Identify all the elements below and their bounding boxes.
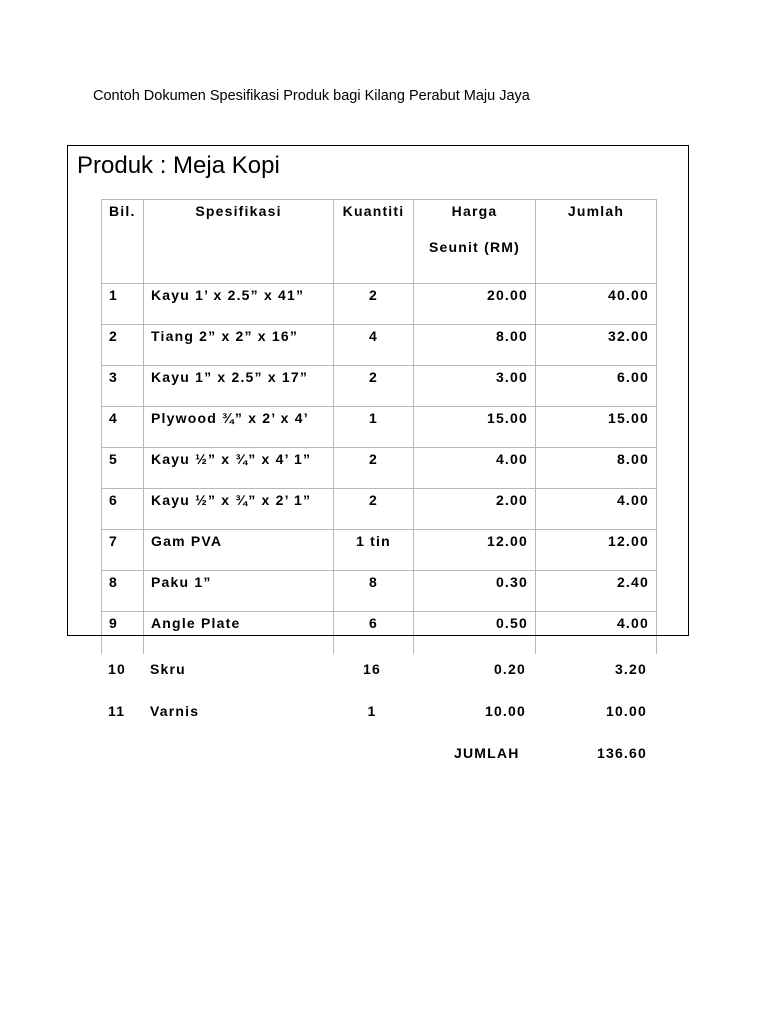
table-row: [102, 489, 657, 530]
cell-harga: 3.00: [495, 369, 528, 385]
cell-jumlah: 4.00: [616, 615, 649, 631]
cell-jumlah: 15.00: [607, 410, 649, 426]
overflow-cell-qty: 1: [367, 703, 377, 719]
cell-spec: Kayu ½” x ¾” x 2’ 1”: [151, 492, 312, 508]
cell-jumlah: 2.40: [616, 574, 649, 590]
cell-jumlah: 12.00: [607, 533, 649, 549]
cell-qty: 2: [369, 451, 378, 467]
header-qty: Kuantiti: [342, 203, 405, 219]
cell-jumlah: 6.00: [616, 369, 649, 385]
document-caption: Contoh Dokumen Spesifikasi Produk bagi Kilang Perabut Maju Jaya: [93, 88, 530, 104]
table-row: [102, 612, 657, 654]
overflow-cell-spec: Skru: [150, 661, 186, 677]
cell-bil: 2: [109, 328, 118, 344]
cell-bil: 1: [109, 287, 118, 303]
header-harga: [414, 200, 535, 255]
table-row: [102, 325, 657, 366]
total-value: 136.60: [596, 745, 647, 761]
cell-spec: Paku 1”: [151, 574, 212, 590]
cell-qty: 1: [369, 410, 378, 426]
cell-bil: 5: [109, 451, 118, 467]
cell-qty: 4: [369, 328, 378, 344]
cell-spec: Tiang 2” x 2” x 16”: [151, 328, 299, 344]
cell-jumlah: 40.00: [607, 287, 649, 303]
cell-harga: 12.00: [486, 533, 528, 549]
overflow-cell-jumlah: 10.00: [605, 703, 647, 719]
table-row: [102, 530, 657, 571]
cell-bil: 4: [109, 410, 118, 426]
overflow-cell-harga: 10.00: [484, 703, 526, 719]
overflow-cell-harga: 0.20: [493, 661, 526, 677]
cell-harga: 2.00: [495, 492, 528, 508]
table-row: [102, 448, 657, 489]
cell-jumlah: 32.00: [607, 328, 649, 344]
cell-qty: 2: [369, 287, 378, 303]
overflow-cell-qty: 16: [363, 661, 381, 677]
table-header-row: [102, 200, 657, 284]
cell-harga: 0.50: [495, 615, 528, 631]
cell-jumlah: 4.00: [616, 492, 649, 508]
table-row: [102, 284, 657, 325]
cell-spec: Kayu 1” x 2.5” x 17”: [151, 369, 309, 385]
table-row: [102, 407, 657, 448]
cell-harga: 4.00: [495, 451, 528, 467]
cell-harga: 0.30: [495, 574, 528, 590]
overflow-cell-bil: 10: [108, 661, 126, 677]
header-spec: Spesifikasi: [195, 203, 282, 219]
cell-spec: Kayu ½” x ¾” x 4’ 1”: [151, 451, 312, 467]
cell-bil: 9: [109, 615, 118, 631]
cell-harga: 20.00: [486, 287, 528, 303]
spec-table: [101, 199, 657, 654]
cell-spec: Kayu 1’ x 2.5” x 41”: [151, 287, 305, 303]
cell-spec: Plywood ¾” x 2’ x 4’: [151, 410, 309, 426]
cell-bil: 3: [109, 369, 118, 385]
cell-qty: 2: [369, 492, 378, 508]
table-body: [102, 284, 657, 654]
overflow-cell-spec: Varnis: [150, 703, 200, 719]
header-harga-line2: Seunit (RM): [429, 239, 520, 255]
overflow-cell-jumlah: 3.20: [614, 661, 647, 677]
header-harga-line1: Harga: [451, 203, 498, 219]
table-row: [102, 366, 657, 407]
cell-harga: 15.00: [486, 410, 528, 426]
cell-qty: 2: [369, 369, 378, 385]
cell-qty: 8: [369, 574, 378, 590]
cell-jumlah: 8.00: [616, 451, 649, 467]
table-row: [102, 571, 657, 612]
product-title: Produk : Meja Kopi: [77, 152, 280, 179]
overflow-cell-bil: 11: [108, 703, 126, 719]
cell-bil: 7: [109, 533, 118, 549]
cell-spec: Gam PVA: [151, 533, 223, 549]
cell-qty: 6: [369, 615, 378, 631]
cell-harga: 8.00: [495, 328, 528, 344]
cell-bil: 8: [109, 574, 118, 590]
header-bil: Bil.: [109, 203, 136, 219]
frame-bottom-edge: [67, 635, 689, 636]
header-jumlah: Jumlah: [567, 203, 625, 219]
cell-spec: Angle Plate: [151, 615, 241, 631]
cell-bil: 6: [109, 492, 118, 508]
total-label: JUMLAH: [454, 745, 520, 761]
cell-qty: 1 tin: [356, 533, 391, 549]
